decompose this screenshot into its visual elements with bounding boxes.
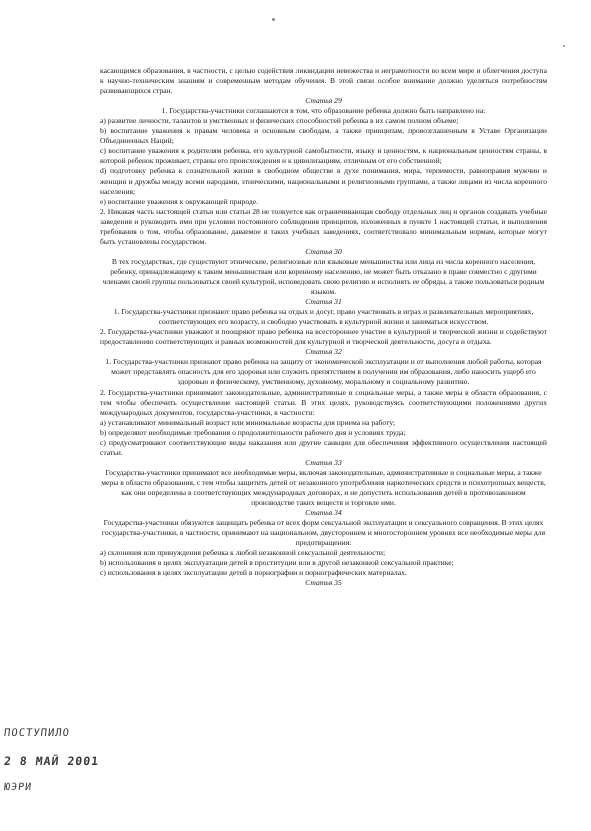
paragraph: b) использования в целях эксплуатации детей в проституции или в другой незаконной сексуальной практике; xyxy=(100,558,454,568)
scan-speck xyxy=(563,45,565,47)
paragraph: b) воспитание уважения к правам человека и основным свободам, а также принципам, провозглашенным в Уставе Организации Объединенных Наций; xyxy=(100,126,547,146)
article-heading: Статья 32 xyxy=(305,347,342,357)
article-heading: Статья 35 xyxy=(305,578,342,588)
paragraph: c) воспитание уважения к родителям ребенка, его культурной самобытности, языку и ценностям, к национальным ценностям страны, в которой ребенок проживает, страны его происхождения и к цивилизациям, отличным от его собственной; xyxy=(100,146,547,166)
paragraph: Государства-участники принимают все необходимые меры, включая законодательные, административные и социальные меры, а также меры в области образования, с тем чтобы защитить детей от незаконного употребления наркотических средств и психотропных веществ, как они определены в соответствующих международных договорах, и не допустить использования детей в противозаконном производстве таких веществ и торговле ими. xyxy=(101,467,546,508)
received-stamp-date: 2 8 МАЙ 2001 xyxy=(3,754,100,768)
article-heading: Статья 30 xyxy=(305,246,342,256)
article-heading: Статья 33 xyxy=(305,457,342,467)
paragraph: а) склонения или принуждения ребенка к любой незаконной сексуальной деятельности; xyxy=(100,548,386,558)
paragraph: c) использования в целях эксплуатации детей в порнографии и порнографических материалах. xyxy=(100,568,407,578)
paragraph: 2. Государства-участники уважают и поощряют право ребенка на всестороннее участие в культурной и творческой жизни и содействуют предоставлению соответствующих и равных возможностей для культурной и творческой деятельности, досуга и отдыха. xyxy=(100,327,547,347)
paragraph: c) предусматривают соответствующие виды наказания или другие санкции для обеспечения эффективного осуществления настоящей статьи. xyxy=(100,437,547,457)
received-stamp-label: ПОСТУПИЛО xyxy=(3,727,71,739)
paragraph: а) устанавливают минимальный возраст или минимальные возрасты для приема на работу; xyxy=(100,417,396,427)
paragraph: 1. Государства-участники соглашаются в том, что образование ребенка должно быть направлено на: xyxy=(161,106,486,116)
paragraph: Государства-участники обязуются защищать ребенка от всех форм сексуальной эксплуатации и сексуального совращения. В этих целях государства-участники, в частности, принимают на национальном, двустороннем и многостороннем уровнях все необходимые меры для предотвращения: xyxy=(101,518,546,548)
paragraph: касающимся образования, в частности, с целью содействия ликвидации невежества и неграмотности во всем мире и облегчения доступа к научно-техническим знаниям и современным методам обучения. В этой связи особое внимание должно уделяться потребностям развивающихся стран. xyxy=(100,66,547,96)
paragraph: d) подготовку ребенка к сознательной жизни в свободном обществе в духе понимания, мира, терпимости, равноправия мужчин и женщин и дружбы между всеми народами, этническими, национальными и религиозными группами, а также лицами из числа коренного населения; xyxy=(100,166,547,196)
paragraph: 2. Государства-участники принимают законодательные, административные и социальные меры, а также меры в области образования, с тем чтобы обеспечить осуществление настоящей статьи. В этих целях, руководствуясь соответствующими положениями других международных документов, государства-участники, в частности: xyxy=(100,387,547,417)
paragraph: 2. Никакая часть настоящей статьи или статьи 28 не толкуется как ограничивающая свободу отдельных лиц и органов создавать учебные заведения и руководить ими при условии постоянного соблюдения принципов, изложенных в пункте 1 настоящей статьи, и выполнения требования о том, чтобы образование, даваемое в таких учебных заведениях, соответствовало минимальным нормам, которые могут быть установлены государством. xyxy=(100,206,547,246)
paragraph: 1. Государства-участники признают право ребенка на отдых и досуг, право участвовать в играх и развлекательных мероприятиях, соответствующих его возрасту, и свободно участвовать в культурной жизни и заниматься искусством. xyxy=(113,307,534,327)
paragraph: b) определяют необходимые требования о продолжительности рабочего дня и условиях труда; xyxy=(100,427,406,437)
article-heading: Статья 29 xyxy=(305,96,342,106)
document-body xyxy=(100,66,547,588)
scan-speck xyxy=(272,18,275,21)
article-heading: Статья 31 xyxy=(305,297,342,307)
paragraph: В тех государствах, где существуют этнические, религиозные или языковые меньшинства или лица из числа коренного населения, ребенку, принадлежащему к таким меньшинствам или коренному населению, не может быть отказано в праве совместно с другими членами своей группы пользоваться своей культурой, исповедовать свою религию и исполнять ее обряды, а также пользоваться родным языком. xyxy=(102,256,545,297)
paragraph: 1. Государства-участники признают право ребенка на защиту от экономической эксплуатации и от выполнения любой работы, которая может представлять опасность для его здоровья или служить препятствием в получении им образования, либо наносить ущерб его здоровью и физическому, умственному, духовному, моральному и социальному развитию. xyxy=(105,357,542,387)
paragraph: а) развитие личности, талантов и умственных и физических способностей ребенка в их самом полном объеме; xyxy=(100,116,459,126)
paragraph: e) воспитание уважения к окружающей природе. xyxy=(100,196,259,206)
article-heading: Статья 34 xyxy=(305,508,342,518)
received-stamp-dept: ЮЭРИ xyxy=(3,782,33,793)
